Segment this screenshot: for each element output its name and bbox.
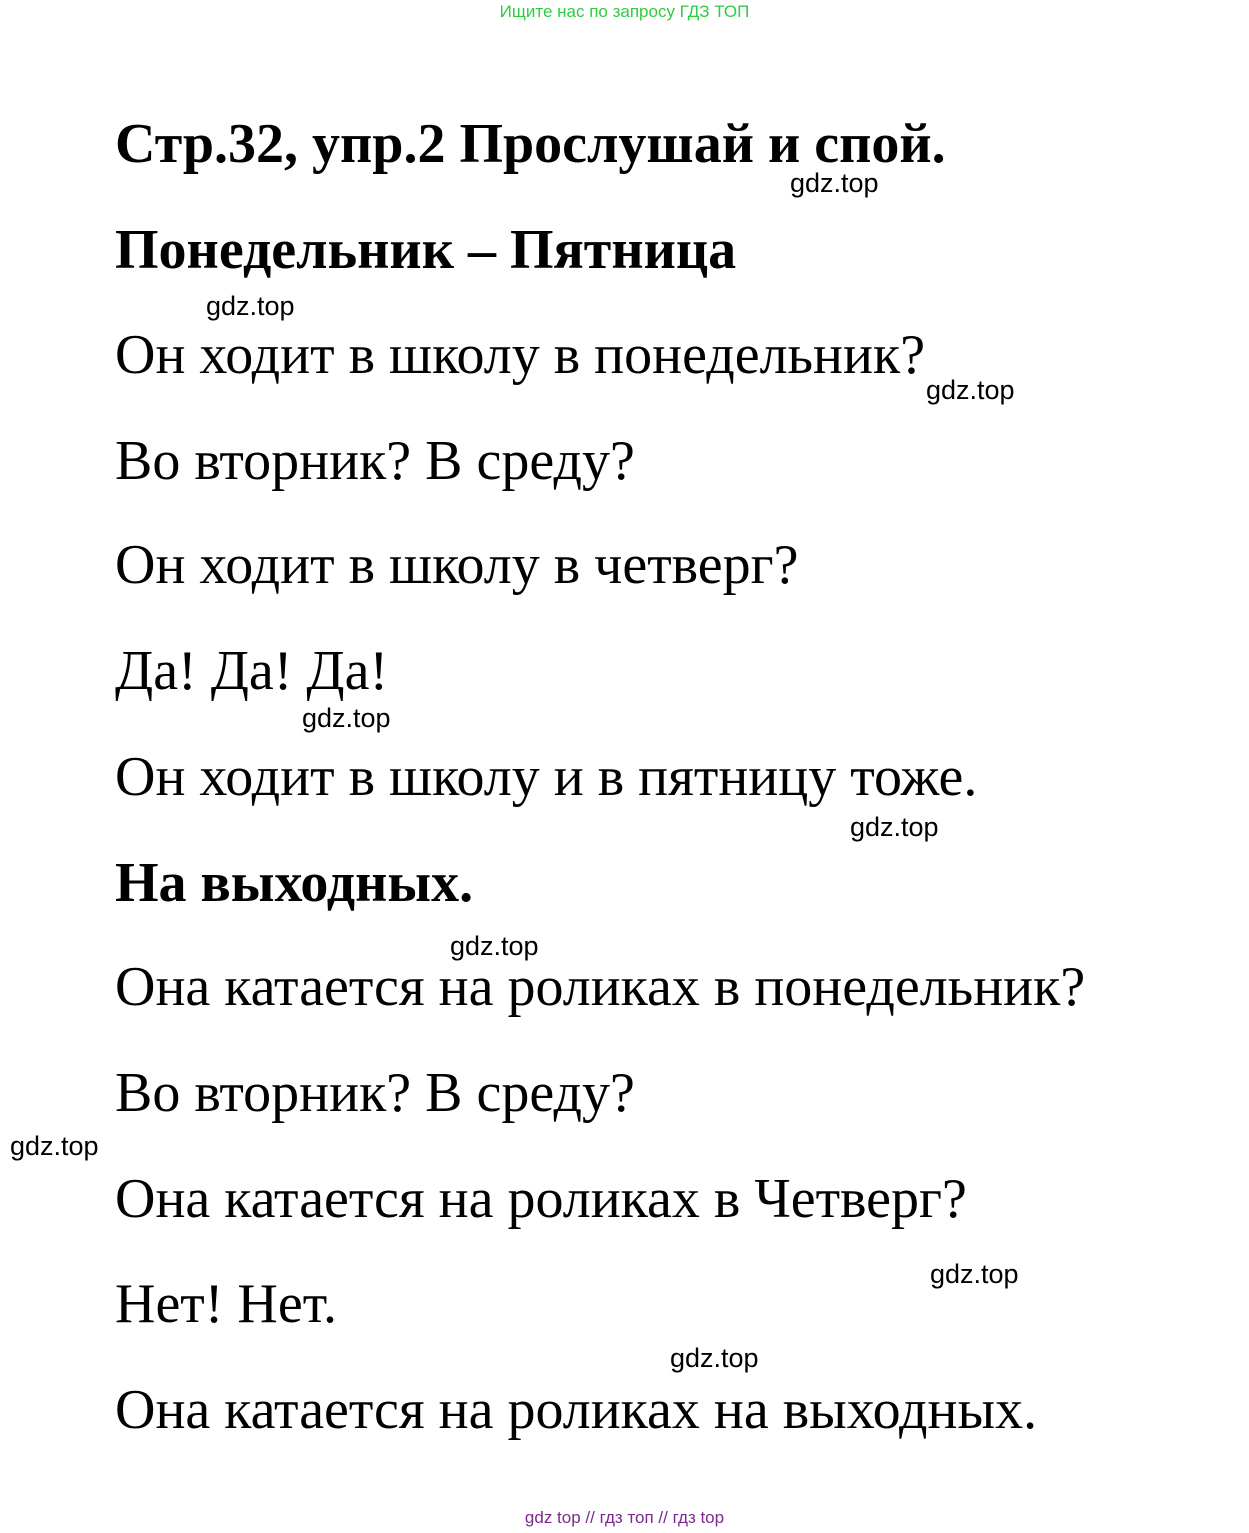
verse-line: Он ходит в школу в четверг? <box>115 534 799 596</box>
section-heading-weekdays: Понедельник – Пятница <box>115 219 737 281</box>
watermark: gdz.top <box>206 291 295 321</box>
verse-line: Он ходит в школу в понедельник? <box>115 324 926 386</box>
verse-line: Она катается на роликах в Четверг? <box>115 1168 967 1230</box>
watermark: gdz.top <box>790 168 879 198</box>
verse-line: Да! Да! Да! <box>115 640 389 702</box>
watermark: gdz.top <box>450 931 539 961</box>
watermark: gdz.top <box>926 375 1015 405</box>
watermark: gdz.top <box>850 812 939 842</box>
verse-line: Во вторник? В среду? <box>115 1062 635 1124</box>
verse-line: Она катается на роликах на выходных. <box>115 1379 1038 1441</box>
verse-line: Он ходит в школу и в пятницу тоже. <box>115 746 978 808</box>
watermark: gdz.top <box>930 1259 1019 1289</box>
verse-line: Она катается на роликах в понедельник? <box>115 956 1086 1018</box>
footer-watermark: gdz top // гдз топ // гдз top <box>524 1508 725 1527</box>
verse-line: Во вторник? В среду? <box>115 430 635 492</box>
watermark: gdz.top <box>10 1131 99 1161</box>
top-banner: Ищите нас по запросу ГДЗ ТОП <box>499 2 750 21</box>
watermark: gdz.top <box>302 703 391 733</box>
verse-line: Нет! Нет. <box>115 1273 337 1335</box>
page-title: Стр.32, упр.2 Прослушай и спой. <box>115 113 946 175</box>
watermark: gdz.top <box>670 1343 759 1373</box>
section-heading-weekend: На выходных. <box>115 852 474 914</box>
